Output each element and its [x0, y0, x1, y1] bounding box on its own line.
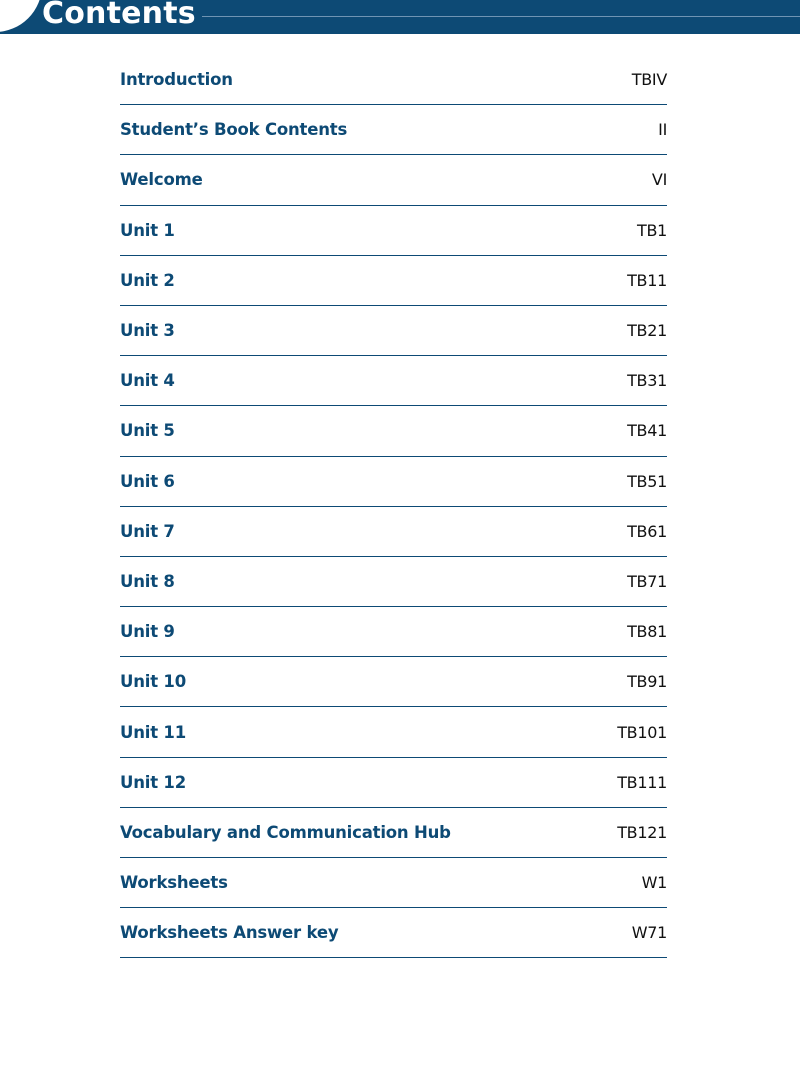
- toc-row[interactable]: [120, 858, 667, 908]
- toc-entry-label[interactable]: Unit 5: [120, 421, 175, 441]
- header-band: [0, 0, 800, 34]
- toc-row[interactable]: [120, 507, 667, 557]
- toc-entry-page: TBIV: [631, 70, 667, 90]
- toc-row[interactable]: [120, 206, 667, 256]
- toc-entry-page: TB111: [617, 772, 667, 792]
- toc-row[interactable]: [120, 356, 667, 406]
- toc-entry-page: VI: [651, 170, 667, 190]
- toc-entry-page: TB91: [627, 672, 667, 692]
- toc-entry-label[interactable]: Introduction: [120, 70, 233, 90]
- toc-row[interactable]: [120, 758, 667, 808]
- toc-entry-label[interactable]: Unit 8: [120, 571, 175, 591]
- table-of-contents: [120, 55, 667, 958]
- toc-entry-page: TB41: [627, 421, 667, 441]
- toc-entry-page: TB71: [627, 571, 667, 591]
- toc-entry-page: TB31: [627, 371, 667, 391]
- toc-entry-page: W71: [631, 923, 667, 943]
- toc-entry-page: TB1: [636, 220, 667, 240]
- toc-entry-page: TB51: [627, 471, 667, 491]
- toc-row[interactable]: [120, 105, 667, 155]
- toc-row[interactable]: [120, 908, 667, 958]
- toc-entry-label[interactable]: Worksheets Answer key: [120, 923, 339, 943]
- toc-entry-label[interactable]: Unit 11: [120, 722, 186, 742]
- toc-entry-label[interactable]: Unit 4: [120, 371, 175, 391]
- toc-entry-label[interactable]: Vocabulary and Communication Hub: [120, 822, 451, 842]
- toc-entry-page: TB121: [617, 822, 667, 842]
- toc-entry-label[interactable]: Unit 9: [120, 622, 175, 642]
- toc-row[interactable]: [120, 306, 667, 356]
- toc-row[interactable]: [120, 657, 667, 707]
- toc-row[interactable]: [120, 607, 667, 657]
- toc-entry-label[interactable]: Unit 3: [120, 321, 175, 341]
- header-rule: [202, 16, 800, 17]
- toc-entry-page: W1: [641, 873, 667, 893]
- header-circle-decoration: [0, 0, 42, 32]
- toc-row[interactable]: [120, 808, 667, 858]
- toc-entry-label[interactable]: Unit 7: [120, 521, 175, 541]
- toc-row[interactable]: [120, 55, 667, 105]
- toc-entry-label[interactable]: Unit 6: [120, 471, 175, 491]
- toc-entry-page: II: [658, 120, 667, 140]
- toc-row[interactable]: [120, 256, 667, 306]
- toc-entry-page: TB21: [627, 321, 667, 341]
- toc-entry-label[interactable]: Unit 10: [120, 672, 186, 692]
- toc-entry-label[interactable]: Unit 12: [120, 772, 186, 792]
- toc-row[interactable]: [120, 457, 667, 507]
- toc-entry-page: TB101: [617, 722, 667, 742]
- toc-entry-label[interactable]: Welcome: [120, 170, 203, 190]
- toc-row[interactable]: [120, 155, 667, 205]
- toc-row[interactable]: [120, 557, 667, 607]
- toc-entry-label[interactable]: Unit 1: [120, 220, 175, 240]
- toc-entry-label[interactable]: Student’s Book Contents: [120, 120, 348, 140]
- toc-row[interactable]: [120, 406, 667, 456]
- toc-entry-label[interactable]: Unit 2: [120, 270, 175, 290]
- toc-entry-page: TB81: [627, 622, 667, 642]
- toc-entry-page: TB11: [627, 270, 667, 290]
- toc-row[interactable]: [120, 707, 667, 757]
- toc-entry-label[interactable]: Worksheets: [120, 873, 228, 893]
- toc-entry-page: TB61: [627, 521, 667, 541]
- page-title: Contents: [42, 0, 196, 31]
